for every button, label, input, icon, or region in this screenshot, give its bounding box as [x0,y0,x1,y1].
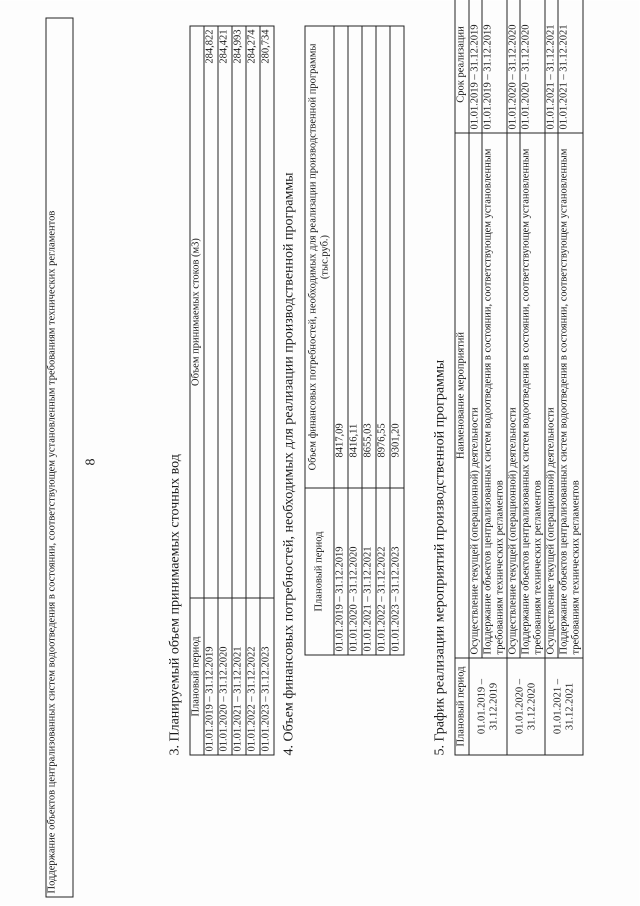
col-header-period: Плановый период [455,658,469,755]
table-header-row [455,0,469,755]
volume-cell: 280,734 [260,26,274,598]
table-header-row [190,26,204,755]
table-row [376,26,390,655]
amount-cell: 8417,09 [334,26,348,488]
table-header-row [305,26,334,655]
table-row [362,26,376,655]
section5-table [455,0,584,756]
period-cell: 01.01.2021 – 31.12.2021 [545,658,583,755]
amount-cell: 8976,55 [376,26,390,488]
term-cell: 01.01.2021 – 31.12.2021 [558,0,583,133]
period-cell: 01.01.2019 – 31.12.2019 [204,598,218,755]
col-header-term: Срок реализации [455,0,469,133]
period-cell: 01.01.2020 – 31.12.2020 [507,658,545,755]
volume-cell: 284,993 [232,26,246,598]
measure-cell: Осуществление текущей (операционной) деятельности [469,133,482,658]
table-cell: Поддержание объектов централизованных систем водоотведения в состоянии, соответствующем установленным требованиям технических регламентов [46,18,73,897]
page-number: 8 [83,458,99,466]
section4-title: 4. Объем финансовых потребностей, необходимых для реализации производственной программы [281,172,297,756]
table-row [260,26,274,755]
measure-cell: Осуществление текущей (операционной) деятельности [545,133,558,658]
section4-table [305,26,405,656]
col-header-period: Плановый период [305,488,334,655]
period-cell: 01.01.2020 – 31.12.2020 [218,598,232,755]
amount-cell: 8416,11 [348,26,362,488]
term-cell: 01.01.2019 – 31.12.2019 [482,0,507,133]
table-row [334,26,348,655]
measure-cell: Поддержание объектов централизованных систем водоотведения в состоянии, соответствующем установленным требованиям технических регламентов [558,133,583,658]
table-row [520,0,545,755]
measure-cell: Поддержание объектов централизованных систем водоотведения в состоянии, соответствующем установленным требованиям технических регламентов [520,133,545,658]
period-cell: 01.01.2019 – 31.12.2019 [469,658,507,755]
table-row [390,26,404,655]
volume-cell: 284,822 [204,26,218,598]
period-cell: 01.01.2022 – 31.12.2022 [246,598,260,755]
amount-cell: 8655,03 [362,26,376,488]
table-row [482,0,507,755]
measure-cell: Осуществление текущей (операционной) деятельности [507,133,520,658]
table-row [204,26,218,755]
period-cell: 01.01.2021 – 31.12.2021 [362,488,376,655]
table-row [348,26,362,655]
table-row [232,26,246,755]
volume-cell: 284,274 [246,26,260,598]
table-row [507,0,520,755]
table-row [218,26,232,755]
period-cell: 01.01.2022 – 31.12.2022 [376,488,390,655]
table-row [246,26,260,755]
amount-cell: 9301,20 [390,26,404,488]
col-header-volume: Объем принимаемых стоков (м3) [190,26,204,598]
term-cell: 01.01.2021 – 31.12.2021 [545,0,558,133]
section5-title: 5. График реализации мероприятий производственной программы [432,359,448,756]
period-cell: 01.01.2023 – 31.12.2023 [260,598,274,755]
measure-cell: Поддержание объектов централизованных систем водоотведения в состоянии, соответствующем установленным требованиям технических регламентов [482,133,507,658]
period-cell: 01.01.2023 – 31.12.2023 [390,488,404,655]
section3-table [190,26,275,756]
term-cell: 01.01.2020 – 31.12.2020 [507,0,520,133]
term-cell: 01.01.2020 – 31.12.2020 [520,0,545,133]
section3-title: 3. Планируемый объем принимаемых сточных вод [167,454,183,756]
col-header-name: Наименование мероприятий [455,133,469,658]
scanned-page [0,1,640,906]
col-header-period: Плановый период [190,598,204,755]
table-row [545,0,558,755]
table-row [46,18,73,897]
period-cell: 01.01.2020 – 31.12.2020 [348,488,362,655]
volume-cell: 284,421 [218,26,232,598]
col-header-amount: Объем финансовых потребностей, необходимых для реализации производственной программы (тыс.руб.) [305,26,334,488]
period-cell: 01.01.2021 – 31.12.2021 [232,598,246,755]
period-cell: 01.01.2019 – 31.12.2019 [334,488,348,655]
top-continuation-table [46,18,74,898]
term-cell: 01.01.2019 – 31.12.2019 [469,0,482,133]
table-row [558,0,583,755]
table-row [469,0,482,755]
